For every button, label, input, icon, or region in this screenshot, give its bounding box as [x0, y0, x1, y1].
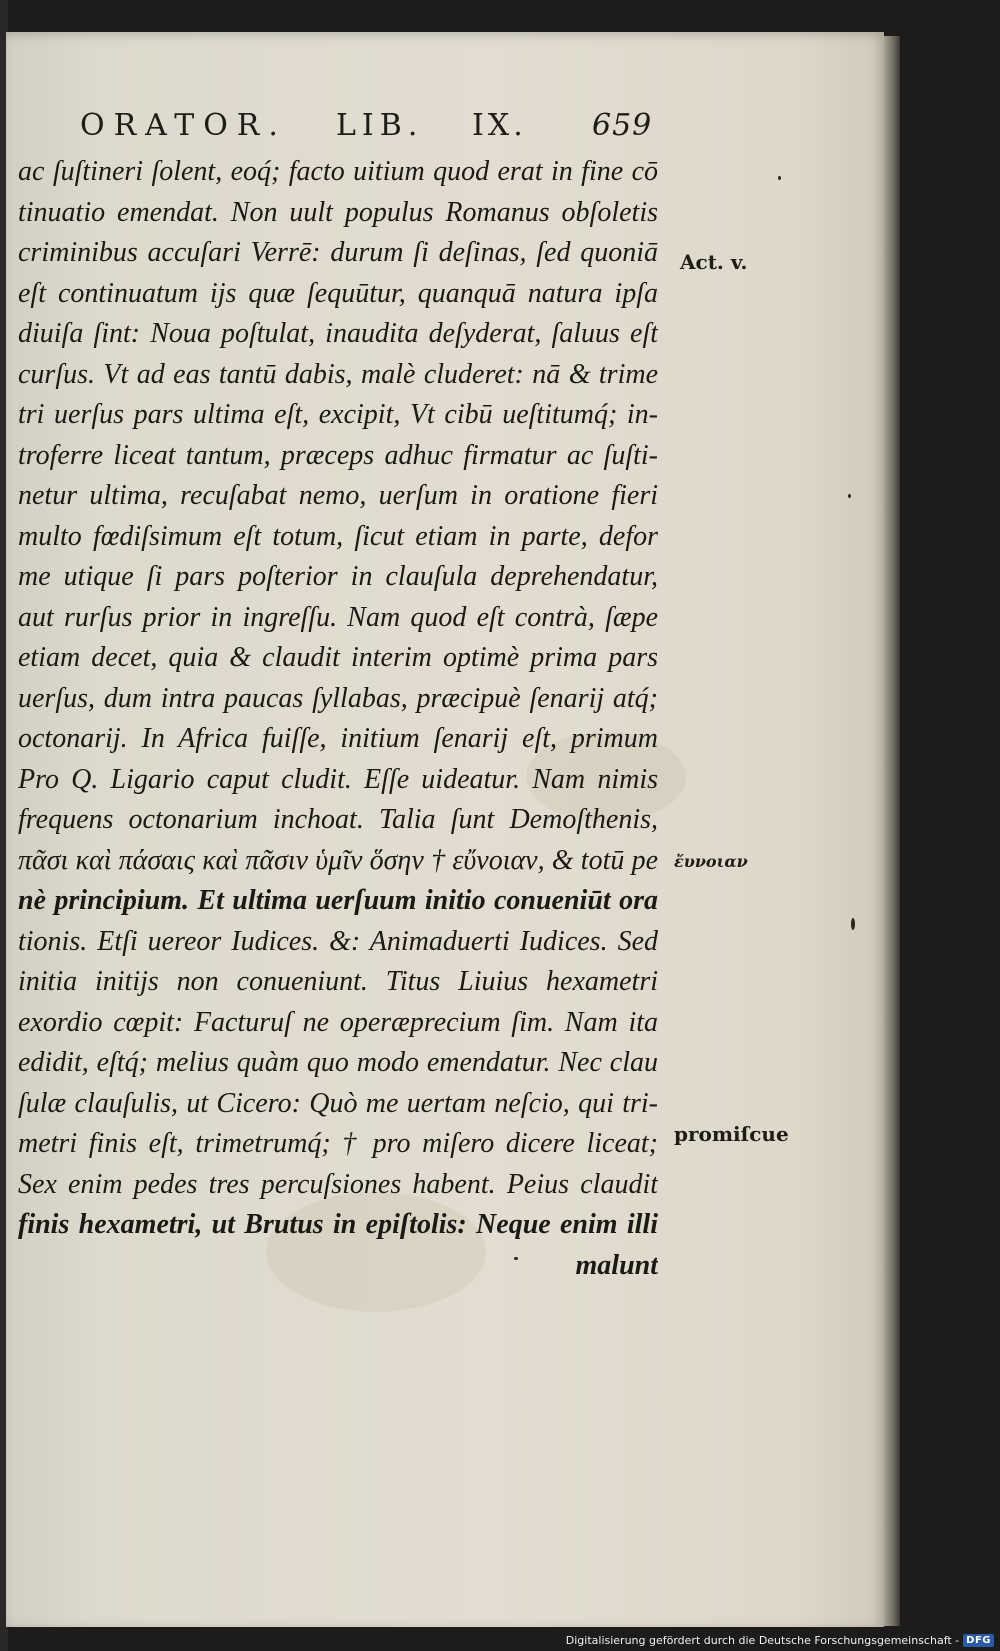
text-line: octonarij. In Africa fuiſſe, initium ſenarij eſt, primum — [18, 723, 658, 754]
body-text — [18, 152, 658, 1286]
text-line: tri uerſus pars ultima eſt, excipit, Vt cibū ueſtitumq́; in- — [18, 399, 658, 430]
catchword: malunt — [575, 1249, 658, 1281]
text-line: criminibus accuſari Verrē: durum ſi deſinas, ſed quoniā — [18, 237, 658, 268]
text-line-greek: πᾶσι καὶ πάσαις καὶ πᾶσιν ὑμῖν ὅσην † εὔνοιαν, & totū pe — [18, 844, 658, 876]
dfg-logo: DFG — [963, 1634, 994, 1647]
text-line: troferre liceat tantum, præceps adhuc firmatur ac ſuſti- — [18, 439, 658, 471]
text-line: curſus. Vt ad eas tantū dabis, malè cluderet: nā & trime — [18, 358, 658, 390]
folio-number: 659 — [592, 108, 653, 143]
ink-speck — [851, 918, 855, 930]
text-line: exordio cœpit: Facturuſ ne operæprecium ſim. Nam ita — [18, 1006, 658, 1038]
text-line: tionis. Etſi uereor Iudices. &: Animaduerti Iudices. Sed — [18, 925, 658, 957]
running-head-title: ORATOR. — [80, 108, 287, 143]
text-line: aut rurſus prior in ingreſſu. Nam quod eſt contrà, ſæpe — [18, 601, 658, 633]
ink-speck — [848, 494, 851, 498]
text-line: frequens octonarium inchoat. Talia ſunt Demoſthenis, — [18, 804, 658, 835]
text-line: eſt continuatum ijs quæ ſequūtur, quanquā natura ipſa — [18, 277, 658, 309]
text-line: finis hexametri, ut Brutus in epiſtolis: Neque enim illi — [18, 1209, 658, 1240]
digitization-credit — [566, 1631, 994, 1649]
text-line: ſulæ clauſulis, ut Cicero: Quò me uertam neſcio, qui tri- — [18, 1087, 658, 1119]
credit-text: Digitalisierung gefördert durch die Deutsche Forschungsgemeinschaft - — [565, 1633, 960, 1647]
text-line: uerſus, dum intra paucas ſyllabas, præcipuè ſenarij atq́; — [18, 682, 658, 714]
page-edge — [884, 36, 900, 1626]
text-line: ac ſuſtineri ſolent, eoq́; facto uitium quod erat in fine cō — [18, 156, 658, 187]
marginal-note: Act. v. — [680, 250, 748, 274]
text-line: etiam decet, quia & claudit interim optimè prima pars — [18, 642, 658, 673]
marginal-note: promiſcue — [674, 1122, 789, 1146]
text-line: Sex enim pedes tres percuſsiones habent. Peius claudit — [18, 1168, 658, 1200]
running-head — [72, 108, 672, 148]
text-line: multo fœdiſsimum eſt totum, ſicut etiam in parte, defor — [18, 520, 658, 552]
text-line: me utique ſi pars poſterior in clauſula deprehendatur, — [18, 561, 658, 592]
marginal-note-greek: ἔυνοιαν — [674, 852, 748, 871]
text-line: tinuatio emendat. Non uult populus Romanus obſoletis — [18, 196, 658, 228]
text-line: nè principium. Et ultima uerſuum initio conueniūt ora — [18, 885, 658, 916]
running-head-lib: LIB. — [336, 108, 424, 143]
text-line: diuiſa ſint: Noua poſtulat, inaudita deſyderat, ſaluus eſt — [18, 318, 658, 349]
running-head-book-number: IX. — [472, 108, 527, 143]
ink-speck — [514, 1257, 518, 1260]
ink-speck — [778, 176, 781, 180]
text-line: edidit, eſtq́; melius quàm quo modo emendatur. Nec clau — [18, 1047, 658, 1078]
text-line: Pro Q. Ligario caput cludit. Eſſe uideatur. Nam nimis — [18, 763, 658, 795]
text-line: metri finis eſt, trimetrumq́; † pro miſero dicere liceat; — [18, 1128, 658, 1159]
text-line: netur ultima, recuſabat nemo, uerſum in oratione fieri — [18, 480, 658, 511]
text-line: initia initijs non conueniunt. Titus Liuius hexametri — [18, 966, 658, 997]
